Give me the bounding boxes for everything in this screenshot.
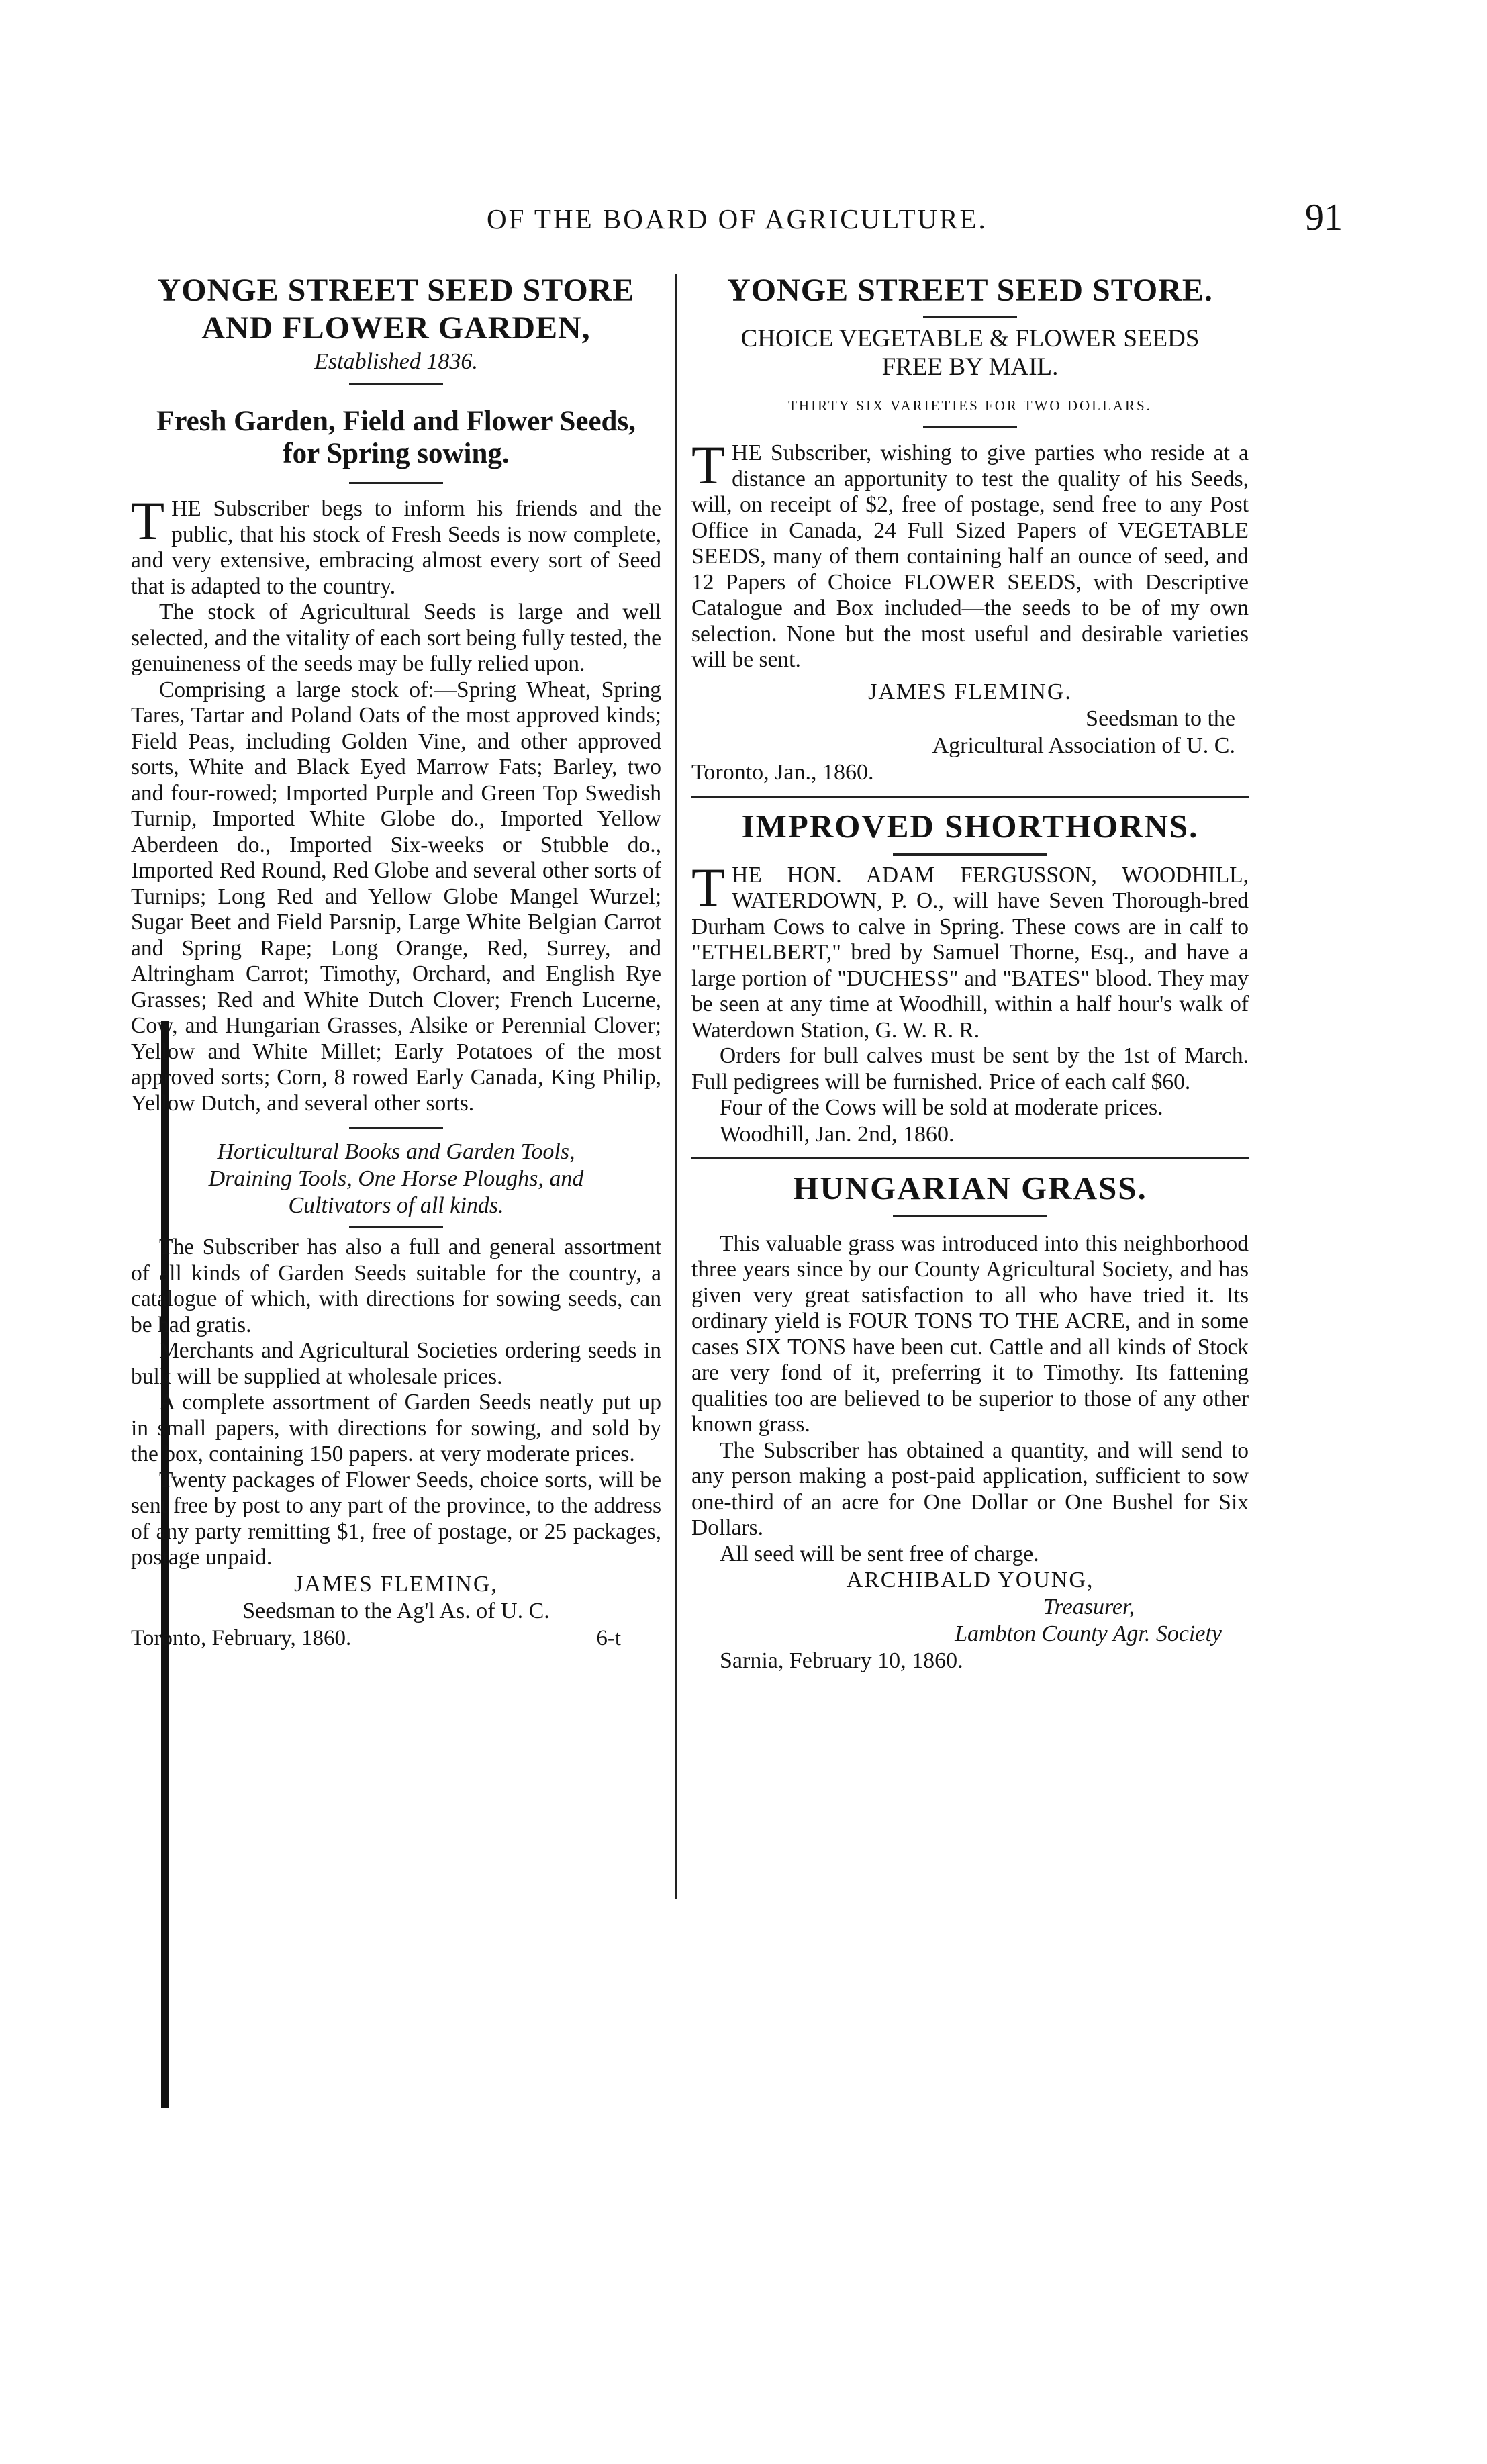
italic-heading-line: Cultivators of all kinds. xyxy=(288,1193,504,1218)
short-rule xyxy=(349,383,443,385)
italic-heading-line: Horticultural Books and Garden Tools, xyxy=(217,1139,575,1164)
ad-code: 6-t xyxy=(596,1625,621,1650)
established-line: Established 1836. xyxy=(314,349,478,374)
paragraph: All seed will be sent free of charge. xyxy=(720,1541,1039,1566)
paragraph-text: HE Subscriber, wishing to give parties who reside at a distance an apportunity to test the quality of his Seeds, will, on receipt of $2, free of postage, send free to any Post Office in Canada, 24 Full Sized Papers of VEGETABLE SEEDS, many of them containing half an ounce of seed, and 12 Papers of Choice FLOWER SEEDS, with Descriptive Catalogue and Box included—the seeds to be of my own selection. None but the most useful and desirable varieties will be sent. xyxy=(691,440,1249,672)
paragraph-text: HE HON. ADAM FERGUSSON, WOODHILL, WATERDOWN, P. O., will have Seven Thorough-bred Durham Cows to calve in Spring. These cows are in calf to "ETHELBERT," bred by Samuel Thorne, Esq., and have a large portion of "DUCHESS" and "BATES" blood. They may be seen at any time at Woodhill, within a half hour's walk of Waterdown Station, G. W. R. R. xyxy=(691,862,1249,1043)
column-divider xyxy=(675,274,677,1899)
drop-cap: T xyxy=(691,856,726,918)
short-rule xyxy=(923,426,1017,428)
page-number: 91 xyxy=(1305,197,1343,238)
short-rule xyxy=(349,482,443,484)
section-rule xyxy=(691,1157,1249,1159)
paragraph xyxy=(131,490,661,600)
running-head xyxy=(201,197,1343,242)
signature-title: Treasurer, xyxy=(1043,1595,1135,1619)
section-rule xyxy=(691,796,1249,798)
small-caps-line: THIRTY SIX VARIETIES FOR TWO DOLLARS. xyxy=(788,397,1152,414)
italic-heading xyxy=(131,1139,661,1219)
signature: JAMES FLEMING. xyxy=(868,679,1072,704)
paragraph: This valuable grass was introduced into this neighborhood three years since by our County Agricultural Society, and has given very great satisfaction to all who have tried it. Its ordinary yield is FOUR TONS TO THE ACRE, and in some cases SIX TONS have been cut. Cattle and all kinds of Stock are very fond of it, preferring it to Timothy. Its fattening qualities too are believed to be superior to those of any other known grass. xyxy=(691,1231,1249,1437)
signature-title: Seedsman to the Ag'l As. of U. C. xyxy=(242,1598,550,1623)
paragraph: A complete assortment of Garden Seeds neatly put up in small papers, with directions for sowing, and sold by the box, containing 150 papers. at very moderate prices. xyxy=(131,1390,661,1466)
signature: ARCHIBALD YOUNG, xyxy=(846,1568,1094,1593)
short-rule xyxy=(349,1127,443,1129)
left-column xyxy=(131,272,661,1652)
place-date: Woodhill, Jan. 2nd, 1860. xyxy=(720,1121,955,1147)
short-rule xyxy=(893,1215,1047,1217)
ad-heading-2: AND FLOWER GARDEN, xyxy=(201,310,591,346)
short-rule xyxy=(893,853,1047,856)
subheading-2: for Spring sowing. xyxy=(283,438,510,469)
subheading-2: FREE BY MAIL. xyxy=(881,353,1059,381)
paragraph xyxy=(691,856,1249,1044)
paragraph-text: HE Subscriber begs to inform his friends and the public, that his stock of Fresh Seeds is now complete, and very extensive, embracing almost every sort of Seed that is adapted to the country. xyxy=(131,496,661,599)
drop-cap: T xyxy=(691,434,726,495)
paragraph: Twenty packages of Flower Seeds, choice sorts, will be sent free by post to any part of the province, to the address of any party remitting $1, free of postage, or 25 packages, postage unpaid. xyxy=(131,1467,661,1570)
place-date: Toronto, Jan., 1860. xyxy=(691,759,874,785)
italic-heading-line: Draining Tools, One Horse Ploughs, and xyxy=(208,1166,584,1191)
ad-heading: YONGE STREET SEED STORE. xyxy=(727,273,1213,308)
signature: JAMES FLEMING, xyxy=(294,1571,498,1597)
ad-heading: IMPROVED SHORTHORNS. xyxy=(741,807,1199,845)
paragraph: Four of the Cows will be sold at moderate prices. xyxy=(720,1095,1163,1120)
paragraph: Orders for bull calves must be sent by the 1st of March. Full pedigrees will be furnished. Price of each calf $60. xyxy=(691,1043,1249,1094)
paragraph xyxy=(691,434,1249,673)
drop-cap: T xyxy=(131,490,165,551)
subheading: Fresh Garden, Field and Flower Seeds, xyxy=(156,406,636,437)
paragraph: The Subscriber has also a full and general assortment of all kinds of Garden Seeds suitable for the country, a catalogue of which, with directions for sowing seeds, can be had gratis. xyxy=(131,1235,661,1337)
ad-heading: YONGE STREET SEED STORE xyxy=(157,273,635,308)
short-rule xyxy=(923,316,1017,318)
place-date: Sarnia, February 10, 1860. xyxy=(720,1648,963,1673)
paragraph: The Subscriber has obtained a quantity, and will send to any person making a post-paid application, sufficient to sow one-third of an acre for One Dollar or One Bushel for Six Dollars. xyxy=(691,1437,1249,1540)
signature-title: Lambton County Agr. Society xyxy=(955,1621,1222,1646)
paragraph: Comprising a large stock of:—Spring Wheat, Spring Tares, Tartar and Poland Oats of the most approved kinds; Field Peas, including Golden Vine, and other approved sorts, White and Black Eyed Marrow Fats; Barley, two and four-rowed; Imported Purple and Green Top Swedish Turnip, Imported White Globe do., Imported Yellow Aberdeen do., Imported Six-weeks or Stubble do., Imported Red Round, Red Globe and several other sorts of Turnips; Long Red and Yellow Globe Mangel Wurzel; Sugar Beet and Field Parsnip, Large White Belgian Carrot and Spring Rape; Long Orange, Red, Surrey, and Altringham Carrot; Timothy, Orchard, and English Rye Grasses; Red and White Dutch Clover; French Lucerne, Cow, and Hungarian Grasses, Alsike or Perennial Clover; Yellow and White Millet; Early Potatoes of the most approved sorts; Corn, 8 rowed Early Canada, King Philip, Yellow Dutch, and several other sorts. xyxy=(131,677,661,1116)
place-date: Toronto, February, 1860. xyxy=(131,1625,352,1650)
signature-title: Seedsman to the xyxy=(1086,706,1235,731)
paragraph: Merchants and Agricultural Societies ordering seeds in bulk will be supplied at wholesale prices. xyxy=(131,1338,661,1389)
subheading: CHOICE VEGETABLE & FLOWER SEEDS xyxy=(740,325,1200,352)
signature-title: Agricultural Association of U. C. xyxy=(932,732,1235,758)
paragraph: The stock of Agricultural Seeds is large and well selected, and the vitality of each sort being fully tested, the genuineness of the seeds may be fully relied upon. xyxy=(131,600,661,676)
dateline xyxy=(131,1625,661,1652)
right-column xyxy=(691,272,1249,1674)
running-title: OF THE BOARD OF AGRICULTURE. xyxy=(487,203,988,234)
ad-heading: HUNGARIAN GRASS. xyxy=(793,1169,1147,1206)
short-rule xyxy=(349,1226,443,1228)
